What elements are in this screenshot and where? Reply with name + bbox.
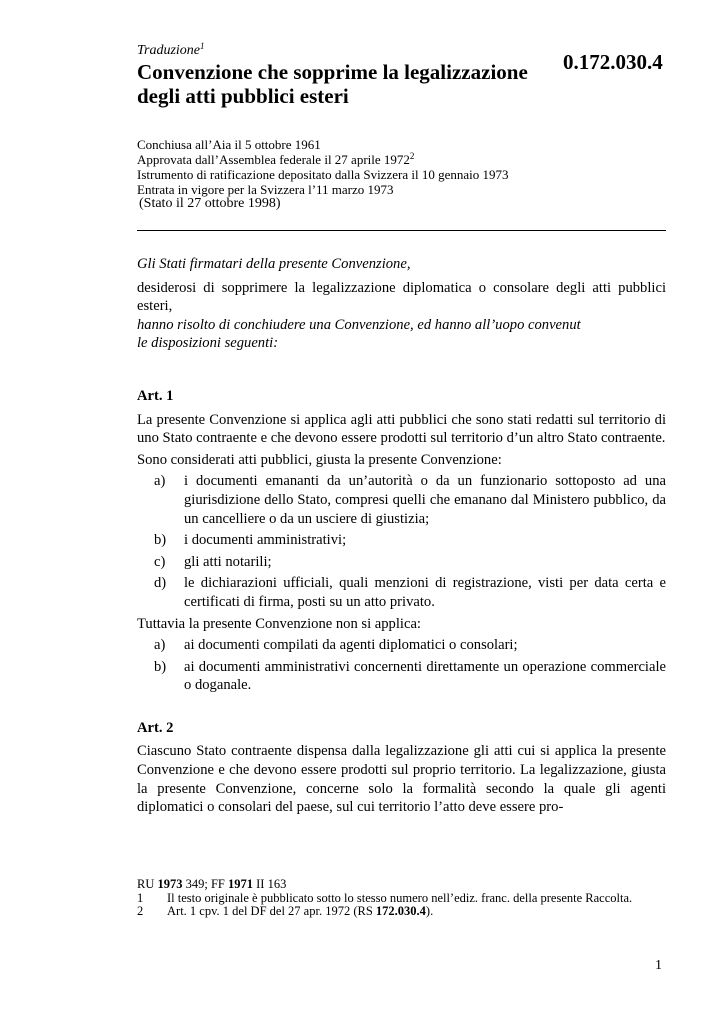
article-2-title: Art. 2	[137, 719, 174, 736]
footnote-1: 1 Il testo originale è pubblicato sotto lo stesso numero nell’ediz. franc. della presente Raccolta.	[137, 890, 633, 905]
entry-into-force-line: Entrata in vigore per la Svizzera l’11 marzo 1973	[137, 182, 394, 197]
translation-label: Traduzione$^1$	[137, 41, 205, 58]
ratification-line: Istrumento di ratificazione depositato dalla Svizzera il 10 gennaio 1973	[137, 167, 509, 182]
article-1-paragraph-2: Sono considerati atti pubblici, giusta la presente Convenzione:	[137, 451, 502, 468]
article-1-title: Art. 1	[137, 387, 174, 404]
list-item: d) le dichiarazioni ufficiali, quali menzioni di registrazione, visti per data certa e certificati di firma, posti su un atto privato.	[154, 575, 666, 610]
footnote-ref-2: 2	[409, 151, 415, 161]
concluded-line: Conchiusa all’Aia il 5 ottobre 1961	[137, 137, 321, 152]
list-item: a) i documenti emananti da un’autorità o da un funzionario sottoposto ad una giurisdizione dello Stato, compresi quelli che emanano dal Ministero pubblico, da un cancelliere o da un usciere di giustizia;	[154, 473, 666, 527]
footnote-ref-1: 1	[200, 41, 205, 51]
approved-line: Approvata dall’Assemblea federale il 27 aprile 1972$^2$	[137, 151, 415, 167]
document-number: 0.172.030.4	[563, 50, 663, 74]
article-1-paragraph-1: La presente Convenzione si applica agli atti pubblici che sono stati redatti sul territorio di uno Stato contraente e che devono essere prodotti sul territorio d’un altro Stato contraente.	[137, 411, 666, 447]
document-title	[137, 60, 557, 108]
list-item: b) ai documenti amministrativi concernenti direttamente un operazione commerciale o doganale.	[154, 658, 666, 694]
list-item: c) gli atti notarili;	[154, 553, 272, 570]
status-line: (Stato il 27 ottobre 1998)	[139, 196, 281, 211]
page-number: 1	[655, 958, 662, 973]
article-1-paragraph-3: Tuttavia la presente Convenzione non si applica:	[137, 615, 421, 632]
title-line-2: degli atti pubblici esteri	[137, 84, 349, 108]
preamble-line-3a: hanno risolto di conchiudere una Convenzione, ed hanno all’uopo convenut	[137, 316, 581, 333]
title-line-1: Convenzione che sopprime la legalizzazione	[137, 60, 528, 84]
footnote-2: 2 Art. 1 cpv. 1 del DF del 27 apr. 1972 (RS 172.030.4).	[137, 904, 434, 918]
info-block	[137, 137, 508, 197]
article-2-paragraph-1: Ciascuno Stato contraente dispensa dalla legalizzazione gli atti cui si applica la presente Convenzione e che devono essere prodotti sul proprio territorio. La legalizzazione, giusta la presente Convenzione, concerne solo la formalità secondo la quale gli agenti diplomatici o consolari del paese, sul cui territorio l’atto deve essere pro-	[137, 743, 666, 816]
document-body	[137, 255, 666, 817]
list-item: a) ai documenti compilati da agenti diplomatici o consolari;	[154, 637, 518, 654]
preamble-line-3b: le disposizioni seguenti:	[137, 335, 279, 352]
list-item: b) i documenti amministrativi;	[154, 532, 347, 549]
preamble-line-2: desiderosi di sopprimere la legalizzazione diplomatica o consolare degli atti pubblici esteri,	[137, 279, 666, 315]
footnote-reference-line: RU 1973 349; FF 1971 II 163	[137, 877, 287, 891]
footnotes	[137, 878, 666, 919]
header-divider	[137, 230, 666, 231]
preamble-line-1: Gli Stati firmatari della presente Convenzione,	[137, 256, 411, 272]
